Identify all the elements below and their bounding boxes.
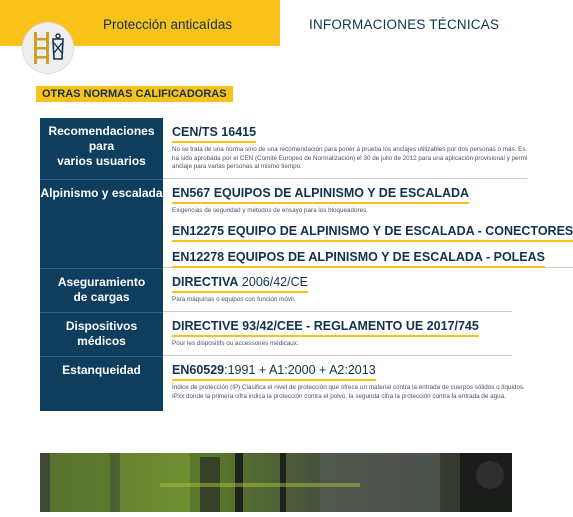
standard-title xyxy=(172,224,573,242)
description-line: Para máquinas o equipos con función móvil. xyxy=(172,296,296,303)
row-label xyxy=(40,118,163,179)
standard-entry xyxy=(172,184,573,216)
row-label xyxy=(40,312,163,356)
standard-description xyxy=(172,384,525,401)
standard-title xyxy=(172,186,469,204)
standard-code: EN12275 xyxy=(172,223,225,238)
standard-entry xyxy=(172,273,512,305)
row-label xyxy=(40,179,163,268)
description-line: anclaje para varias personas al mismo tiempo. xyxy=(172,163,302,170)
table-row xyxy=(40,118,528,179)
standard-name: 2006/42/CE xyxy=(238,275,308,289)
standards-table xyxy=(40,118,573,411)
standard-entry xyxy=(172,248,573,268)
description-line: Pour les dispositifs ou accessoires médicaux. xyxy=(172,340,299,347)
description-line: Exigencias de seguridad y métodos de ensayo para los bloqueadores. xyxy=(172,207,369,214)
row-content xyxy=(163,118,527,179)
standard-code: DIRECTIVE xyxy=(172,319,239,333)
standard-code: CEN/TS 16415 xyxy=(172,125,257,139)
standard-title xyxy=(172,250,545,268)
row-content xyxy=(163,268,512,312)
standard-name: :1991 + A1:2000 + A2:2013 xyxy=(224,363,376,377)
standard-entry xyxy=(172,317,512,349)
description-line: No se trata de una norma sino de una recomendación para poner a prueba los anclajes utilizables por dos personas o más. Es xyxy=(172,146,526,153)
standard-name: EQUIPO DE ALPINISMO Y DE ESCALADA - CONECTORES xyxy=(224,223,573,238)
row-label-line: Aseguramiento xyxy=(57,275,146,289)
row-label xyxy=(40,356,163,411)
standard-entry xyxy=(172,123,527,172)
standard-entry xyxy=(172,222,573,242)
standard-title xyxy=(172,275,308,293)
description-line: ha sido aprobada por el CEN (Comité Europeo de Normalización) el 30 de julio de 2012 para una aplicación provisional y permi xyxy=(172,154,528,162)
standard-entry xyxy=(172,361,525,401)
row-label-line: Alpinismo y escalada xyxy=(40,186,163,200)
industrial-photo xyxy=(40,453,512,512)
category-title: Protección anticaídas xyxy=(103,17,233,32)
standard-name: EQUIPOS DE ALPINISMO Y DE ESCALADA xyxy=(210,186,470,200)
scaffold-harness-icon xyxy=(29,29,67,67)
standard-title xyxy=(172,363,376,381)
standard-description xyxy=(172,146,527,172)
section-title: OTRAS NORMAS CALIFICADORAS xyxy=(36,86,233,102)
row-content xyxy=(163,312,512,356)
row-content xyxy=(163,179,573,268)
row-label-line: varios usuarios xyxy=(57,154,146,168)
standard-code: DIRECTIVA xyxy=(172,275,239,289)
photo-illustration xyxy=(40,453,512,512)
standard-code: EN567 xyxy=(172,186,211,200)
row-label xyxy=(40,268,163,312)
table-row xyxy=(40,179,573,268)
standard-description xyxy=(172,207,573,216)
table-row xyxy=(40,268,512,312)
standard-title xyxy=(172,125,256,143)
row-label-line: Dispositivos médicos xyxy=(65,319,138,348)
standard-code: EN12278 xyxy=(172,249,225,264)
table-row xyxy=(40,356,525,411)
standard-description xyxy=(172,296,512,305)
standard-name: EQUIPOS DE ALPINISMO Y DE ESCALADA - POLEAS xyxy=(224,249,546,264)
description-line: Índice de protección (IP) Clasifica el nivel de protección que ofrece un material contra la entrada de cuerpos sólidos o líquidos. xyxy=(172,384,525,391)
standard-name: 93/42/CEE - REGLAMENTO UE 2017/745 xyxy=(238,319,479,333)
row-content xyxy=(163,356,525,411)
section-heading: INFORMACIONES TÉCNICAS xyxy=(309,17,500,32)
table-row xyxy=(40,312,512,356)
row-label-line: de cargas xyxy=(73,290,130,304)
description-line: IPxx donde la primera cifra indica la protección contra el polvo, la segunda cifra la protección contra la entrada de agua. xyxy=(172,392,506,400)
standard-code: EN60529 xyxy=(172,363,225,377)
standard-title xyxy=(172,319,479,337)
row-label-line: Estanqueidad xyxy=(62,363,141,377)
row-label-line: Recomendaciones para xyxy=(48,124,155,153)
page-header xyxy=(0,0,512,46)
standard-description xyxy=(172,340,512,349)
category-logo xyxy=(22,22,74,74)
